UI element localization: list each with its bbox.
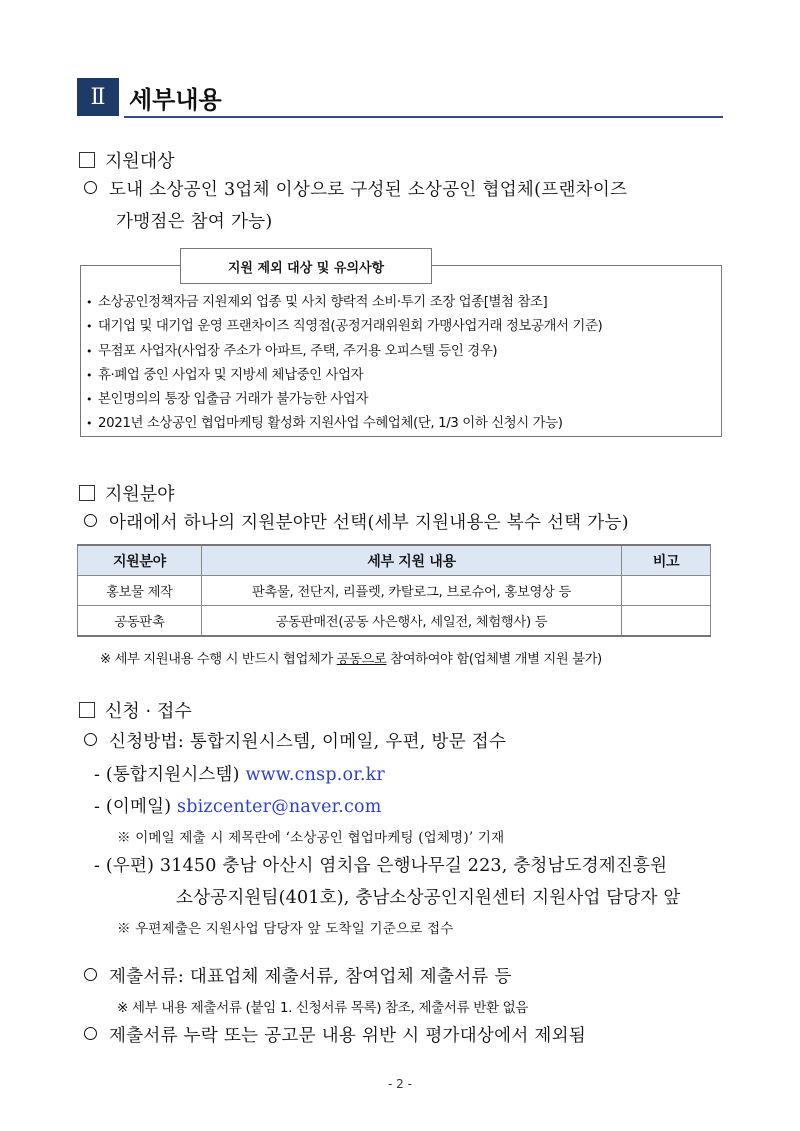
note-underlined-text: 공동으로 [336, 652, 387, 667]
notice-item: • 대기업 및 대기업 운영 프랜차이즈 직영점(공정거래위원회 가맹사업거래 정보공개서 기준) [86, 315, 602, 339]
table-row [78, 576, 711, 606]
note-text: ※ 세부 지원내용 수행 시 반드시 협업체가 [100, 652, 337, 667]
support-target-bullet-cont: 가맹점은 참여 가능) [116, 212, 273, 232]
bullet-text: 아래에서 하나의 지원분야만 선택(세부 지원내용은 복수 선택 가능) [109, 513, 629, 533]
notice-item: • 2021년 소상공인 협업마케팅 활성화 지원사업 수혜업체(단, 1/3 이하 신청시 가능) [86, 412, 602, 436]
documents-bullet [84, 963, 512, 988]
heading-application [79, 697, 192, 723]
system-url-link[interactable]: www.cnsp.or.kr [245, 765, 385, 785]
table-cell: 홍보물 제작 [78, 576, 202, 606]
post-note: ※ 우편제출은 지원사업 담당자 앞 도착일 기준으로 접수 [117, 921, 454, 937]
heading-text: 신청 · 접수 [105, 701, 192, 722]
application-post-line: - (우편) 31450 충남 아산시 염치읍 은행나무길 223, 충청남도경제진흥원 [94, 856, 668, 876]
checkbox-square-icon [79, 485, 95, 501]
heading-text: 지원대상 [105, 151, 175, 172]
email-link[interactable]: sbizcenter@naver.com [177, 797, 382, 817]
table-cell [622, 606, 711, 637]
heading-support-field [79, 480, 175, 506]
table-header-row [78, 545, 711, 576]
notice-list [86, 291, 602, 437]
notice-item: • 본인명의의 통장 입출금 거래가 불가능한 사업자 [86, 388, 602, 412]
notice-box-title: 지원 제외 대상 및 유의사항 [180, 248, 432, 284]
documents-note: ※ 세부 내용 제출서류 (붙임 1. 신청서류 목록) 참조, 제출서류 반환 없음 [117, 1000, 529, 1016]
application-email-line [94, 793, 382, 818]
circle-bullet-icon [84, 1027, 97, 1040]
support-target-bullet [84, 176, 627, 201]
section-title: 세부내용 [129, 86, 222, 114]
email-note: ※ 이메일 제출 시 제목란에 ‘소상공인 협업마케팅 (업체명)’ 기재 [117, 830, 505, 846]
table-row [78, 606, 711, 637]
notice-item: • 소상공인정책자금 지원제외 업종 및 사치 향락적 소비·투기 조장 업종[별첨 참조] [86, 291, 602, 315]
bullet-text: 신청방법: 통합지원시스템, 이메일, 우편, 방문 접수 [109, 732, 507, 752]
table-cell: 공동판촉 [78, 606, 202, 637]
support-field-note [100, 648, 602, 667]
bullet-text: 도내 소상공인 3업체 이상으로 구성된 소상공인 협업체(프랜차이즈 [109, 180, 628, 200]
heading-support-target [79, 147, 175, 173]
exclusion-bullet [84, 1022, 586, 1047]
bullet-text: 제출서류 누락 또는 공고문 내용 위반 시 평가대상에서 제외됨 [109, 1026, 587, 1046]
application-post-line-cont: 소상공지원팀(401호), 충남소상공인지원센터 지원사업 담당자 앞 [176, 888, 681, 908]
circle-bullet-icon [84, 733, 97, 746]
notice-item: • 휴·폐업 중인 사업자 및 지방세 체납중인 사업자 [86, 364, 602, 388]
table-cell: 공동판매전(공동 사은행사, 세일전, 체험행사) 등 [201, 606, 621, 637]
line-label: - (통합지원시스템) [94, 765, 246, 785]
page-number: - 2 - [388, 1077, 412, 1091]
table-header-cell: 지원분야 [78, 545, 202, 576]
table-cell [622, 576, 711, 606]
bullet-text: 제출서류: 대표업체 제출서류, 참여업체 제출서류 등 [109, 967, 512, 987]
note-text: 참여하여야 함(업체별 개별 지원 불가) [386, 652, 602, 667]
table-header-cell: 비고 [622, 545, 711, 576]
application-system-line [94, 761, 385, 786]
circle-bullet-icon [84, 968, 97, 981]
circle-bullet-icon [84, 514, 97, 527]
checkbox-square-icon [79, 702, 95, 718]
table-header-cell: 세부 지원 내용 [201, 545, 621, 576]
table-cell: 판촉물, 전단지, 리플렛, 카탈로그, 브로슈어, 홍보영상 등 [201, 576, 621, 606]
notice-item: • 무점포 사업자(사업장 주소가 아파트, 주택, 주거용 오피스텔 등인 경우) [86, 340, 602, 364]
support-field-table [77, 544, 711, 637]
support-field-bullet [84, 509, 629, 534]
section-title-rule [124, 116, 723, 118]
line-label: - (이메일) [94, 797, 178, 817]
heading-text: 지원분야 [105, 484, 175, 505]
checkbox-square-icon [79, 152, 95, 168]
circle-bullet-icon [84, 181, 97, 194]
application-method [84, 728, 506, 753]
section-number-badge: Ⅱ [77, 78, 119, 116]
